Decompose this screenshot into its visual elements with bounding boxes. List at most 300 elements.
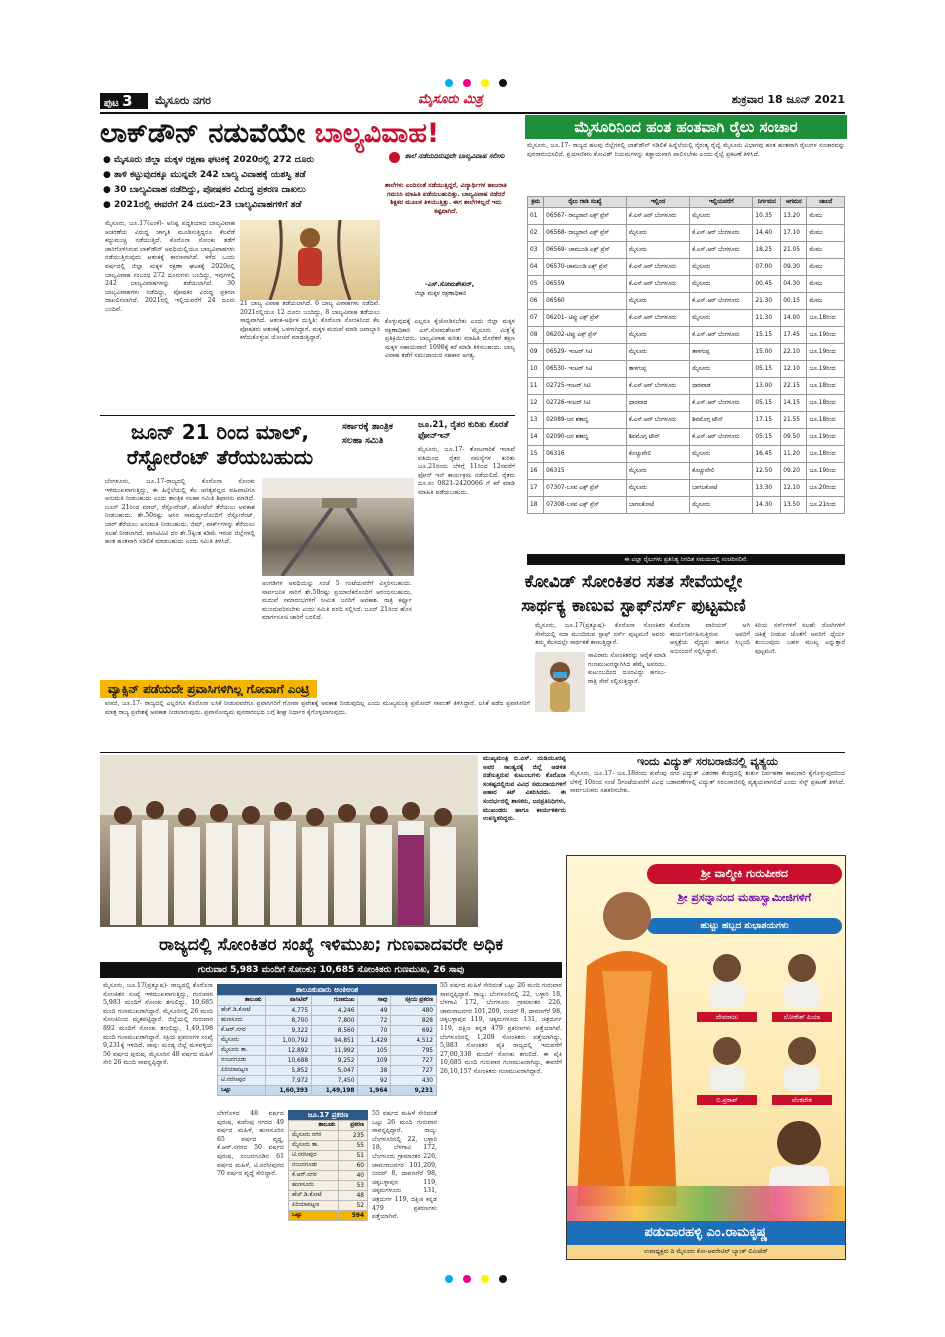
train-row-cell: 21.05 (781, 242, 807, 259)
train-row-cell: ಧಾರವಾಡ (690, 378, 753, 395)
taluk-row-cell: 692 (391, 1026, 437, 1036)
train-table-header: ಕ್ರಮ ರೈಲು ಗಾಡಿ ಸಂಖ್ಯೆ ಇಲ್ಲಿಂದ ಇಲ್ಲಿಯವರೆಗೆ ನಿರ್ಗಮನ ಆಗಮನ ಚಾಲನೆ (528, 197, 845, 208)
group-people-illustration (100, 755, 478, 927)
train-row-cell: 07307-ಬಸವ ಎಕ್ಸ್ ಪ್ರೆಸ್ (544, 480, 627, 497)
story1-headline-black: ಲಾಕ್‌ಡೌನ್ ನಡುವೆಯೇ (100, 118, 306, 149)
train-row (528, 344, 845, 361)
train-row-cell: 15.00 (753, 344, 781, 361)
june17-table-box (288, 1110, 368, 1221)
child-bride-illustration (240, 220, 380, 300)
cases-headline: ರಾಜ್ಯದಲ್ಲಿ ಸೋಂಕಿತರ ಸಂಖ್ಯೆ ಇಳಿಮುಖ; ಗುಣವಾದವರೇ ಅಧಿಕ (158, 935, 504, 955)
train-row (528, 225, 845, 242)
june17-row-cell: ಕೆ.ಆರ್.ನಗರ (289, 1171, 339, 1181)
june17-row (289, 1161, 368, 1171)
person-portrait (772, 948, 832, 1008)
train-row-cell: 14.15 (781, 395, 807, 412)
train-row-cell: ಕೆ.ಎಸ್.ಆರ್ ಬೆಂಗಳೂರು (690, 327, 753, 344)
train-row-cell: ಕೆ.ಎಸ್.ಆರ್ ಬೆಂಗಳೂರು (626, 208, 689, 225)
red-dot-icon (389, 152, 400, 163)
train-row-cell: ಮೈಸೂರು (626, 344, 689, 361)
june17-row (289, 1151, 368, 1161)
nurse-col4: ಕಿರಿಯ ನರ್ಸ್‌ಗಳಿಗೆ ಸಲಹೆ: ರೋಗಿಗಳಿಗೆ ಚಿಕಿತ್ಸೆ ನೀಡುವ ಜೊತೆಗೆ ಅವರಿಗೆ ಧೈರ್ಯ ತುಂಬುವುದು ಬಹಳ ಮುಖ್ಯ ಎನ್ನುತ್ತಾರೆ ಪುಟ್ಟಮಣಿ. (755, 622, 845, 655)
train-row-cell: ಕೊಚ್ಚುವೇಲಿ (690, 463, 753, 480)
train-row-cell: 06570-ಚಾಮುಂಡಿ ಎಕ್ಸ್ ಪ್ರೆಸ್ (544, 259, 627, 276)
train-row (528, 361, 845, 378)
train-row (528, 395, 845, 412)
train-row-cell: 00.15 (781, 293, 807, 310)
june17-table (288, 1120, 368, 1221)
june17-row-cell: 40 (339, 1171, 368, 1181)
train-row-cell: ಮೈಸೂರು (626, 480, 689, 497)
story1-col2: 21 ಬಾಲ್ಯ ವಿವಾಹ ತಡೆಯಲಾಗಿದೆ. 6 ಬಾಲ್ಯ ವಿವಾಹಗಳು ನಡೆದಿವೆ. 2021ರಲ್ಲಿಯೂ 12 ದೂರು ಬಂದಿದ್ದು, 8 ಬಾಲ್ಯವಿವಾಹ ತಡೆಯಲು ಸಾಧ್ಯವಾಗಿದೆ. ಆತಂಕ-ಅರ್ಥಿಕ ದುಸ್ಥಿತಿ: ಕೊರೊನಾ ಸೋಂಕಿನಿಂದ ಕೆಲ ಪೋಷಕರು ಆತಂಕಕ್ಕೆ ಒಳಗಾಗಿದ್ದಾರೆ. ಮಕ್ಕಳ ಮದುವೆ ಮಾಡಿ ಜವಾಬ್ದಾರಿ ಕಳೆದುಕೊಳ್ಳುವ ಯೋಚನೆ ಮಾಡುತ್ತಿದ್ದಾರೆ. (240, 300, 380, 342)
train-row-cell: ಜೂ.20ರಿಂದ (807, 480, 845, 497)
taluk-row-cell: 8,560 (312, 1026, 358, 1036)
nurse-headline-line1: ಕೋವಿಡ್ ಸೋಂಕಿತರ ಸತತ ಸೇವೆಯಲ್ಲೇ (524, 572, 743, 592)
story2-kicker: ಸರ್ಕಾರಕ್ಕೆ ತಾಂತ್ರಿಕ ಸಲಹಾ ಸಮಿತಿ (342, 422, 393, 446)
train-row-cell: 16 (528, 463, 544, 480)
june17-row (289, 1201, 368, 1211)
june17-row-cell: ಹೆಚ್.ಡಿ.ಕೋಟೆ (289, 1191, 339, 1201)
page-number-badge (100, 93, 148, 109)
bullet-item: ● ಮೈಸೂರು ಜಿಲ್ಲಾ ಮಕ್ಕಳ ರಕ್ಷಣಾ ಘಟಕಕ್ಕೆ 2020ರಲ್ಲಿ 272 ದೂರು (103, 155, 314, 165)
june17-row (289, 1171, 368, 1181)
train-row-cell: 22.15 (781, 378, 807, 395)
june17-row-cell: ಟಿ.ನರಸೀಪುರ (289, 1151, 339, 1161)
train-row-cell: 02089-ಜನ ಶತಾಬ್ದಿ (544, 412, 627, 429)
train-row-cell: 06569- ಚಾಮುಂಡಿ ಎಕ್ಸ್ ಪ್ರೆಸ್ (544, 242, 627, 259)
story1-col1: ಮೈಸೂರು, ಜೂ.17(ಎಂಕೆ)- ಅನಿಷ್ಟ ಪದ್ಧತಿಯಾದ ಬಾಲ್ಯವಿವಾಹ ಆಚರಣೆಯ ವಿರುದ್ಧ ಜಾಗೃತಿ ಮೂಡಿಸುತ್ತಿದ್ದರೂ ಕೆಲವೆಡೆ ಕದ್ದುಮುಚ್ಚಿ ನಡೆಯುತ್ತಿದೆ. ಕೊರೊನಾ ಸೋಂಕು ತಡೆಗೆ ಜಾರಿಗೊಳಿಸಿರುವ ಲಾಕ್‌ಡೌನ್ ಅವಧಿಯಲ್ಲಿಯೂ ಬಾಲ್ಯವಿವಾಹಗಳು ನಡೆಯುತ್ತಿರುವುದು ಆತಂಕಕ್ಕೆ ಕಾರಣವಾಗಿದೆ. ಕಳೆದ ಒಂದು ವರ್ಷದಲ್ಲಿ ಜಿಲ್ಲಾ ಮಕ್ಕಳ ರಕ್ಷಣಾ ಘಟಕಕ್ಕೆ 2020ರಲ್ಲಿ ಬಾಲ್ಯವಿವಾಹ ಸಂಬಂಧ 272 ದೂರುಗಳು ಬಂದಿದ್ದು, ಇವುಗಳಲ್ಲಿ 242 ಬಾಲ್ಯವಿವಾಹಗಳನ್ನು ತಡೆಯಲಾಗಿದೆ. 30 ಬಾಲ್ಯವಿವಾಹಗಳು ನಡೆದಿದ್ದು, ಪೋಷಕರ ವಿರುದ್ಧ ಪ್ರಕರಣ ದಾಖಲಿಸಲಾಗಿದೆ. 2021ರಲ್ಲಿ ಇಲ್ಲಿಯವರೆಗೆ 24 ದೂರು ಬಂದಿವೆ. (105, 220, 235, 313)
june17-row-cell: 51 (339, 1151, 368, 1161)
train-row-cell: ಕೆ.ಎಸ್.ಆರ್ ಬೆಂಗಳೂರು (626, 276, 689, 293)
train-row-cell: 00.45 (753, 276, 781, 293)
taluk-row (218, 1036, 437, 1046)
train-row (528, 276, 845, 293)
june17-row (289, 1191, 368, 1201)
ad-person-2 (772, 948, 832, 1020)
train-row-cell: 17 (528, 480, 544, 497)
train-row-cell: 17.10 (781, 225, 807, 242)
train-row-cell: ಮೆಮು (807, 259, 845, 276)
cases-col2: ಬೆಳಗೊಳದ 48 ವರ್ಷದ ಪುರುಷ, ಕುವೆಂಪು ನಗರದ 49 ವರ್ಷದ ಮಹಿಳೆ, ಹುಣಸೂರಿನ 65 ವರ್ಷದ ವೃದ್ಧ, ಕೆ.ಆರ್.ನಗರದ 50 ವರ್ಷದ ಪುರುಷ, ನಂಜನಗೂಡಿನ 61 ವರ್ಷದ ಮಹಿಳೆ, ಟಿ.ನರಸೀಪುರದ 70 ವರ್ಷದ ವೃದ್ಧೆ ಸೇರಿದ್ದಾರೆ. (217, 1110, 284, 1178)
taluk-row (218, 1016, 437, 1026)
section-name: ಮೈಸೂರು ನಗರ (155, 94, 211, 107)
train-row-cell: 06316 (544, 446, 627, 463)
train-row-cell: 11.30 (753, 310, 781, 327)
train-row (528, 429, 845, 446)
swamiji-figure (567, 876, 687, 1216)
train-row-cell: ಜೂ.18ರಿಂದ (807, 310, 845, 327)
train-row-cell: ಜೂ.19ರಿಂದ (807, 344, 845, 361)
train-row-cell: 12.10 (781, 480, 807, 497)
june17-row-cell: ಹುಣಸೂರು (289, 1181, 339, 1191)
train-row-cell: 17.15 (753, 412, 781, 429)
taluk-total-row: ಒಟ್ಟು 1,60,393 1,49,198 1,964 9,231 (218, 1086, 437, 1096)
quote-role: ಜಿಲ್ಲಾ ಮಕ್ಕಳ ರಕ್ಷಣಾಧಿಕಾರಿ (415, 290, 467, 297)
train-row-cell: ತಾಳಗುಪ್ಪ (690, 344, 753, 361)
june17-row (289, 1131, 368, 1141)
train-row-cell: 12.50 (753, 463, 781, 480)
train-row-cell: 09.20 (781, 463, 807, 480)
train-banner (525, 115, 847, 139)
taluk-row-cell: 1,00,792 (265, 1036, 311, 1046)
story1-headline-red: ಬಾಲ್ಯವಿವಾಹ! (314, 118, 440, 149)
taluk-row-cell: 727 (391, 1066, 437, 1076)
bullet-item: ● 30 ಬಾಲ್ಯವಿವಾಹ ನಡೆದಿದ್ದು, ಪೋಷಕರ ವಿರುದ್ಧ ಪ್ರಕರಣ ದಾಖಲು (103, 185, 306, 195)
train-row-cell: ಮೈಸೂರು (626, 327, 689, 344)
bullet-item: ● 2021ರಲ್ಲಿ ಈವರೆಗೆ 24 ದೂರು-23 ಬಾಲ್ಯವಿವಾಹಗಳಿಗೆ ತಡೆ (103, 200, 302, 210)
train-row-cell: ಜೂ.18ರಿಂದ (807, 395, 845, 412)
taluk-row-cell: 9,322 (265, 1026, 311, 1036)
taluk-row-cell: 38 (358, 1066, 391, 1076)
june17-row-cell: 235 (339, 1131, 368, 1141)
june17-row (289, 1141, 368, 1151)
divider (100, 752, 845, 753)
train-row-cell: 04 (528, 259, 544, 276)
train-row-cell: ಮೈಸೂರು (690, 259, 753, 276)
story2-col1: ಬೆಂಗಳೂರು, ಜೂ.17-ರಾಜ್ಯದಲ್ಲಿ ಕೊರೊನಾ ಸೋಂಕು ಇಳಿಮುಖವಾಗುತ್ತಿದ್ದು, ಈ ಹಿನ್ನೆಲೆಯಲ್ಲಿ ಕೆಲ ಅಗತ್ಯವಲ್ಲದ ವಹಿವಾಟಿಗೂ ಅನುಮತಿ ನೀಡಬಹುದು ಎಂದು ತಾಂತ್ರಿಕ ಸಲಹಾ ಸಮಿತಿ ಶಿಫಾರಸು ಮಾಡಿದೆ. ಜೂನ್ 21ರಿಂದ ಮಾಲ್, ರೆಸ್ಟೋರೆಂಟ್, ಹೋಟೆಲ್ ತೆರೆಯಲು ಅವಕಾಶ ನೀಡಬಹುದು. ಶೇ.50ರಷ್ಟು ಆಸನ ಸಾಮರ್ಥ್ಯದೊಂದಿಗೆ ರೆಸ್ಟೋರೆಂಟ್, ಬಾರ್ ತೆರೆಯಲು ಅನುಮತಿ ನೀಡಬಹುದು. ಜಿಮ್, ಪಾರ್ಕ್‌ಗಳನ್ನು ತೆರೆಯಲು ಸಲಹೆ ನೀಡಲಾಗಿದೆ. ಪಾಸಿಟಿವಿಟಿ ದರ ಶೇ.5ಕ್ಕಿಂತ ಕಡಿಮೆ ಇರುವ ಜಿಲ್ಲೆಗಳಲ್ಲಿ ಹಂತ ಹಂತವಾಗಿ ಸಡಿಲಿಕೆ ಮಾಡಬಹುದು ಎಂದು ಸಮಿತಿ ತಿಳಿಸಿದೆ. (105, 478, 255, 546)
mall-photo (262, 478, 414, 576)
june17-row-cell: 55 (339, 1141, 368, 1151)
june17-row-cell: 60 (339, 1161, 368, 1171)
train-row-cell: ಮೆಮು (807, 242, 845, 259)
masthead: ಮೈಸೂರು ಮಿತ್ರ (418, 92, 483, 107)
june17-row (289, 1181, 368, 1191)
train-row-cell: ಬಾಗಲಕೋಟೆ (690, 480, 753, 497)
page-header (100, 90, 845, 112)
person-portrait (772, 1031, 832, 1091)
train-row (528, 310, 845, 327)
train-row-cell: ಕೆ.ಎಸ್.ಆರ್ ಬೆಂಗಳೂರು (690, 242, 753, 259)
train-row-cell: 13.20 (781, 208, 807, 225)
train-row-cell: 06529- ಇಂಟರ್ ಸಿಟಿ (544, 344, 627, 361)
train-row-cell: ಮೈಸೂರು (690, 497, 753, 514)
taluk-table-title: ತಾಲೂಕುವಾರು ಅಂಕಿಅಂಶ (217, 984, 437, 995)
taluk-row-cell: ಟಿ.ನರಸೀಪುರ (218, 1076, 266, 1086)
train-row-cell: ಮೈಸೂರು (626, 225, 689, 242)
taluk-table-header: ತಾಲೂಕು ಪಾಸಿಟಿವ್ ಗುಣಮುಖ ಸಾವು ಸಕ್ರಿಯ ಪ್ರಕರಣ (218, 996, 437, 1006)
story2-headline-line2: ರೆಸ್ಟೋರೆಂಟ್ ತೆರೆಯಬಹುದು (126, 445, 314, 469)
flower-strip (567, 1186, 846, 1221)
taluk-row-cell: ಮೈಸೂರು ತಾ. (218, 1046, 266, 1056)
taluk-row-cell: 4,512 (391, 1036, 437, 1046)
train-row-cell: ಶಿವಮೊಗ್ಗ ಟೌನ್ (626, 429, 689, 446)
train-row-cell: 09.30 (781, 259, 807, 276)
taluk-row-cell: 795 (391, 1046, 437, 1056)
train-row-cell: 02726-ಇಂಟರ್ ಸಿಟಿ (544, 395, 627, 412)
taluk-row-cell: 92 (358, 1076, 391, 1086)
taluk-row-cell: 109 (358, 1056, 391, 1066)
taluk-row-cell: 4,246 (312, 1006, 358, 1016)
train-row-cell: ಮೆಮು (807, 208, 845, 225)
train-row-cell: 14.00 (781, 310, 807, 327)
taluk-row-cell: 7,972 (265, 1076, 311, 1086)
train-row-cell: 13.30 (753, 480, 781, 497)
goa-headline-text: ವ್ಯಾಕ್ಸಿನ್ ಪಡೆಯದೇ ಪ್ರವಾಸಿಗಳಿಗಿಲ್ಲ ಗೋವಾಗೆ ಎಂಟ್ರಿ (100, 680, 317, 698)
group-photo (100, 755, 478, 927)
train-row (528, 497, 845, 514)
train-row-cell: 01 (528, 208, 544, 225)
train-row-cell: 15.15 (753, 327, 781, 344)
train-row (528, 242, 845, 259)
train-row-cell: 18.25 (753, 242, 781, 259)
train-row (528, 480, 845, 497)
nurse-col2: ಸಾವಿರಾರು ಸೋಂಕಿತರನ್ನು ಆರೈಕೆ ಮಾಡಿ ಗುಣಮುಖರನ್ನಾಗಿಸಿದ ಹೆಮ್ಮೆ ಅವರದು. ಕುಟುಂಬದಿಂದ ದೂರವಿದ್ದು ಹಗಲು-ರಾತ್ರಿ ಸೇವೆ ಸಲ್ಲಿಸುತ್ತಿದ್ದಾರೆ. (588, 652, 666, 685)
taluk-row (218, 1026, 437, 1036)
power-headline: ಇಂದು ವಿದ್ಯುತ್ ಸರಬರಾಜಿನಲ್ಲಿ ವ್ಯತ್ಯಯ (636, 755, 779, 768)
taluk-row-cell: 8,700 (265, 1016, 311, 1026)
ad-person-3 (697, 1031, 757, 1103)
taluk-row-cell: 11,992 (312, 1046, 358, 1056)
train-row (528, 446, 845, 463)
june17-row-cell: ಮೈಸೂರು ತಾ. (289, 1141, 339, 1151)
taluk-row-cell: 4,775 (265, 1006, 311, 1016)
person-name: ವೆಂಕಟೇಶ (772, 1095, 832, 1105)
june17-row-cell: 53 (339, 1181, 368, 1191)
cases-strap-text: ಗುರುವಾರ 5,983 ಮಂದಿಗೆ ಸೋಂಕು; 10,685 ಸೋಂಕಿತರು ಗುಣಮುಖ, 26 ಸಾವು (197, 965, 465, 975)
train-row-cell: 05.15 (753, 395, 781, 412)
train-footnote: ಈ ಎಲ್ಲಾ ರೈಲುಗಳು ಪ್ರತಿನಿತ್ಯ ನಿಗದಿತ ಸಮಯದಲ್ಲಿ ಸಂಚರಿಸಲಿವೆ. (527, 554, 845, 565)
taluk-row-cell: 828 (391, 1016, 437, 1026)
ad-title-line1: ಶ್ರೀ ವಾಲ್ಮೀಕಿ ಗುರುಪೀಠದ (647, 864, 842, 884)
story2-headline (100, 420, 340, 470)
divider (100, 415, 515, 416)
story2-col2: ಅಂಗಡಿಗಳ ಅವಧಿಯನ್ನು ಸಂಜೆ 5 ಗಂಟೆಯವರೆಗೆ ವಿಸ್ತರಿಸಬಹುದು. ಸಾರ್ವಜನಿಕ ಸಾರಿಗೆ ಶೇ.50ರಷ್ಟು ಪ್ರಯಾಣಿಕರೊಂದಿಗೆ ಆರಂಭಿಸಬಹುದು. ಮದುವೆ ಸಮಾರಂಭಗಳಿಗೆ ಸೀಮಿತ ಜನರಿಗೆ ಅವಕಾಶ. ರಾತ್ರಿ ಕರ್ಫ್ಯೂ ಮುಂದುವರಿಸಬೇಕು ಎಂದು ಸಮಿತಿ ವರದಿ ಸಲ್ಲಿಸಿದೆ. ಜೂನ್ 21ರಿಂದ ಹೊಸ ಮಾರ್ಗಸೂಚಿ ಜಾರಿಗೆ ಬರಲಿದೆ. (262, 580, 412, 622)
train-row-cell: ಮೈಸೂರು (690, 276, 753, 293)
cases-col4: 55 ವರ್ಷದ ಮಹಿಳೆ ಸೇರಿದಂತೆ ಒಟ್ಟು 26 ಮಂದಿ ಗುರುವಾರ ಸಾವನ್ನಪ್ಪಿದ್ದಾರೆ. ರಾಜ್ಯ: ಬೆಂಗಳೂರಿನಲ್ಲಿ 22, ಬಳ್ಳಾರಿ 18, ಬೆಳಗಾವಿ 172, ಬೆಂಗಳೂರು ಗ್ರಾಮಾಂತರ 226, ಚಾಮರಾಜನಗರ 101,209, ಬೀದರ್ 8, ದಾವಣಗೆರೆ 98, ಚಿಕ್ಕಬಳ್ಳಾಪುರ 119, ಚಿಕ್ಕಮಗಳೂರು 131, ಚಿತ್ರದುರ್ಗ 119, ದಕ್ಷಿಣ ಕನ್ನಡ 479 ಪ್ರಕರಣಗಳು ಪತ್ತೆಯಾಗಿವೆ. ಬೆಂಗಳೂರಿನಲ್ಲಿ 1,209 ಸೋಂಕಿತರು ಪತ್ತೆಯಾಗಿದ್ದು, 5,983 ಸೋಂಕಿತರ ಪೈಕಿ ರಾಜ್ಯದಲ್ಲಿ ಇದುವರೆಗೆ 27,00,338 ಮಂದಿಗೆ ಸೋಂಕು ತಗುಲಿದೆ. ಈ ಪೈಕಿ 10,685 ಮಂದಿ ಗುರುವಾರ ಗುಣಮುಖರಾಗಿದ್ದು, ಈವರೆಗೆ 26,10,157 ಸೋಂಕಿತರು ಗುಣಮುಖರಾಗಿದ್ದಾರೆ. (440, 982, 562, 1075)
train-row-cell: 18 (528, 497, 544, 514)
taluk-row-cell: ಕೆ.ಆರ್.ನಗರ (218, 1026, 266, 1036)
cases-col1: ಮೈಸೂರು, ಜೂ.17(ಪ್ರತ್ಯೂಷ)- ರಾಜ್ಯದಲ್ಲಿ ಕೊರೊನಾ ಸೋಂಕಿತರ ಸಂಖ್ಯೆ ಇಳಿಮುಖವಾಗುತ್ತಿದ್ದು, ಗುರುವಾರ 5,983 ಮಂದಿಗೆ ಸೋಂಕು ತಗುಲಿದ್ದು, 10,685 ಮಂದಿ ಗುಣಮುಖರಾಗಿದ್ದಾರೆ. ಮೈಸೂರಿನಲ್ಲಿ 26 ಮಂದಿ ಸೋಂಕಿನಿಂದ ಮೃತಪಟ್ಟಿದ್ದಾರೆ. ಜಿಲ್ಲೆಯಲ್ಲಿ ಗುರುವಾರ 892 ಮಂದಿಗೆ ಸೋಂಕು ತಗುಲಿದ್ದು, 1,49,198 ಮಂದಿ ಗುಣಮುಖರಾಗಿದ್ದಾರೆ. ಸಕ್ರಿಯ ಪ್ರಕರಣಗಳ ಸಂಖ್ಯೆ 9,231ಕ್ಕೆ ಇಳಿದಿದೆ. ಸಾವು: ಮಂಡ್ಯ ಜಿಲ್ಲೆ ಮಳವಳ್ಳಿಯ 56 ವರ್ಷದ ಪುರುಷ, ಮೈಸೂರಿನ 48 ವರ್ಷದ ಮಹಿಳೆ ಸೇರಿ 26 ಮಂದಿ ಸಾವನ್ನಪ್ಪಿದ್ದಾರೆ. (103, 982, 213, 1067)
registration-marks-bottom (440, 1268, 512, 1287)
june17-row-cell: ನಂಜನಗೂಡು (289, 1161, 339, 1171)
train-row-cell: 02725-ಇಂಟರ್ ಸಿಟಿ (544, 378, 627, 395)
train-row-cell: ಶಿವಮೊಗ್ಗ ಟೌನ್ (690, 412, 753, 429)
train-row-cell: 21.30 (753, 293, 781, 310)
train-row-cell: ಕೆ.ಎಸ್.ಆರ್ ಬೆಂಗಳೂರು (690, 293, 753, 310)
train-row-cell: ಕೆ.ಎಸ್.ಆರ್ ಬೆಂಗಳೂರು (626, 412, 689, 429)
power-body: ಮೈಸೂರು, ಜೂ.17- ಜೂ.18ರಂದು ಕುವೆಂಪು ನಗರ ವಿದ್ಯುತ್ ವಿತರಣಾ ಕೇಂದ್ರದಲ್ಲಿ ತುರ್ತು ನಿರ್ವಹಣಾ ಕಾಮಗಾರಿ ಕೈಗೊಳ್ಳುವುದರಿಂದ ಬೆಳಿಗ್ಗೆ 10ರಿಂದ ಸಂಜೆ 5ಗಂಟೆಯವರೆಗೆ ವಿವಿಧ ಬಡಾವಣೆಗಳಲ್ಲಿ ವಿದ್ಯುತ್ ಸರಬರಾಜಿನಲ್ಲಿ ವ್ಯತ್ಯಯವಾಗಲಿದೆ ಎಂದು ಸೆಸ್ಕ್ ಪ್ರಕಟಣೆ ತಿಳಿಸಿದೆ. ಸಾರ್ವಜನಿಕರು ಸಹಕರಿಸಬೇಕು. (570, 770, 845, 795)
train-row-cell: ಕೆ.ಎಸ್.ಆರ್ ಬೆಂಗಳೂರು (690, 225, 753, 242)
train-row-cell: 06560 (544, 293, 627, 310)
train-row-cell: ಜೂ.19ರಿಂದ (807, 327, 845, 344)
train-row-cell: 22.10 (781, 344, 807, 361)
train-row (528, 412, 845, 429)
train-row-cell: ಮೈಸೂರು (690, 361, 753, 378)
taluk-row-cell: 7,800 (312, 1016, 358, 1026)
train-row-cell: ಜೂ.19ರಿಂದ (807, 463, 845, 480)
train-row-cell: 05 (528, 276, 544, 293)
train-row-cell: 05.15 (753, 429, 781, 446)
quote-headline: ಶಾಲೆ ನಡೆಯದಿರುವುದೇ ಬಾಲ್ಯವಿವಾಹ ಸಲೀಸು (405, 152, 505, 160)
june17-row-cell: 48 (339, 1191, 368, 1201)
child-illustration (240, 220, 380, 300)
nurse-portrait (535, 652, 585, 712)
train-row-cell: ಜೂ.21ರಿಂದ (807, 497, 845, 514)
train-row-cell: 09.50 (781, 429, 807, 446)
train-row-cell: 05.15 (753, 361, 781, 378)
train-row-cell: 09 (528, 344, 544, 361)
ad-title-line3: ಹುಟ್ಟು ಹಬ್ಬದ ಶುಭಾಶಯಗಳು (647, 918, 842, 934)
mall-escalator-illustration (262, 478, 414, 576)
person-portrait (697, 948, 757, 1008)
person-name: ಲೋಕೇಶ್ ಪಿಯಾ (772, 1012, 832, 1022)
train-row-cell: 13.00 (753, 378, 781, 395)
train-row-cell: 06201- ಟಿಪ್ಪು ಎಕ್ಸ್ ಪ್ರೆಸ್ (544, 310, 627, 327)
train-row-cell: ಮೆಮು (807, 276, 845, 293)
train-row (528, 259, 845, 276)
june17-total-row: ಒಟ್ಟು 594 (289, 1211, 368, 1221)
train-row-cell: 13.50 (781, 497, 807, 514)
page-label: ಪುಟ (104, 98, 119, 109)
train-table (527, 196, 845, 514)
train-row-cell: 06315 (544, 463, 627, 480)
train-row-cell: ಕೆ.ಎಸ್.ಆರ್ ಬೆಂಗಳೂರು (626, 310, 689, 327)
june17-row-cell: ಮೈಸೂರು ನಗರ (289, 1131, 339, 1141)
taluk-row-cell: 5,047 (312, 1066, 358, 1076)
rail-box-headline: ಜೂ.21, ರೈತರ ಕುರಿತು ಕೊರತೆ ಫೋನ್‌ಇನ್ (418, 420, 509, 441)
taluk-row-cell: 7,450 (312, 1076, 358, 1086)
train-row-cell: ಬಾಗಲಕೋಟೆ (626, 497, 689, 514)
train-row-cell: ಜೂ.19ರಿಂದ (807, 361, 845, 378)
train-row (528, 378, 845, 395)
page-number: 3 (122, 92, 133, 110)
train-row-cell: ಕೆ.ಎಸ್.ಆರ್ ಬೆಂಗಳೂರು (626, 259, 689, 276)
taluk-row-cell: 9,252 (312, 1056, 358, 1066)
train-row-cell: 06568- ರಾಜ್ಯರಾಣಿ ಎಕ್ಸ್ ಪ್ರೆಸ್ (544, 225, 627, 242)
train-row-cell: 15 (528, 446, 544, 463)
taluk-row-cell: 49 (358, 1006, 391, 1016)
train-row-cell: ಜೂ.18ರಿಂದ (807, 412, 845, 429)
taluk-table (217, 995, 437, 1096)
taluk-row-cell: 1,429 (358, 1036, 391, 1046)
taluk-row-cell: 5,852 (265, 1066, 311, 1076)
train-row-cell: ಮೆಮು (807, 225, 845, 242)
group-caption: ಮುಖ್ಯಮಂತ್ರಿ ಬಿ.ಎಸ್. ಯಡಿಯೂರಪ್ಪ ಅವರ ಸಾಂತ್ವನಕ್ಕೆ ಜಿಲ್ಲೆ ಆಡಳಿತ ನಡೆಸುತ್ತಿರುವ ಕುಟುಂಬಗಳು ಕೊರೊನಾ ಸಂಕಷ್ಟದಲ್ಲಿರುವ ವಿವಿಧ ಸಮುದಾಯಗಳಿಗೆ ಆಹಾರ ಕಿಟ್ ವಿತರಿಸಿದರು. ಈ ಸಂದರ್ಭದಲ್ಲಿ ಶಾಸಕರು, ಜನಪ್ರತಿನಿಧಿಗಳು, ಮುಖಂಡರು ಹಾಗೂ ಕಾರ್ಯಕರ್ತರು ಉಪಸ್ಥಿತರಿದ್ದರು. (483, 755, 566, 823)
taluk-row-cell: 430 (391, 1076, 437, 1086)
train-row-cell: 13 (528, 412, 544, 429)
train-row-cell: 03 (528, 242, 544, 259)
train-row-cell: 02090-ಜನ ಶತಾಬ್ದಿ (544, 429, 627, 446)
train-row-cell: 16.45 (753, 446, 781, 463)
taluk-row-cell: 727 (391, 1056, 437, 1066)
train-row-cell: ಮೈಸೂರು (690, 208, 753, 225)
train-row-cell: ಮೈಸೂರು (690, 446, 753, 463)
person-name: ಬಿ.ಪ್ರಕಾಶ್ (697, 1095, 757, 1105)
train-row-cell: 10 (528, 361, 544, 378)
taluk-row (218, 1066, 437, 1076)
story1-col3: ಕೊಳ್ಳುವುದಕ್ಕೆ ಎಲ್ಲರೂ ಕೈಜೋಡಿಸಬೇಕು ಎಂದು ಜಿಲ್ಲಾ ಮಕ್ಕಳ ರಕ್ಷಣಾಧಿಕಾರಿ ಎಸ್.ಸೋಮಶೇಖರ್ 'ಮೈಸೂರು ಮಿತ್ರ'ಕ್ಕೆ ಪ್ರತಿಕ್ರಿಯಿಸಿದರು. ಬಾಲ್ಯವಿವಾಹ ಕುರಿತು ಮಾಹಿತಿ ದೊರೆತರೆ ತಕ್ಷಣ ಮಕ್ಕಳ ಸಹಾಯವಾಣಿ 1098ಕ್ಕೆ ಕರೆ ಮಾಡಿ ತಿಳಿಸಬಹುದು. ಬಾಲ್ಯ ವಿವಾಹ ತಡೆಗೆ ಸಮುದಾಯದ ಸಹಕಾರ ಅಗತ್ಯ. (385, 318, 515, 360)
nurse-headline (420, 570, 847, 618)
train-row-cell: 06559 (544, 276, 627, 293)
ad-footer-sub: ಉಪಾಧ್ಯಕ್ಷರು ದಿ ಮೈಸೂರು ಕೋ-ಆಪರೇಟಿವ್ ಬ್ಯಾಂಕ್ ಲಿಮಿಟೆಡ್ (644, 1248, 768, 1255)
train-row-cell: 10.35 (753, 208, 781, 225)
train-row-cell: 14.30 (753, 497, 781, 514)
june17-row-cell: ಪಿರಿಯಾಪಟ್ಟಣ (289, 1201, 339, 1211)
train-row-cell: 12 (528, 395, 544, 412)
taluk-row-cell: ಹುಣಸೂರು (218, 1016, 266, 1026)
taluk-row (218, 1076, 437, 1086)
train-row-cell: 07308-ಬಸವ ಎಕ್ಸ್ ಪ್ರೆಸ್ (544, 497, 627, 514)
train-row-cell: ಕೆ.ಎಸ್.ಆರ್ ಬೆಂಗಳೂರು (626, 378, 689, 395)
cases-col3: 55 ವರ್ಷದ ಮಹಿಳೆ ಸೇರಿದಂತೆ ಒಟ್ಟು 26 ಮಂದಿ ಗುರುವಾರ ಸಾವನ್ನಪ್ಪಿದ್ದಾರೆ. ರಾಜ್ಯ: ಬೆಂಗಳೂರಿನಲ್ಲಿ 22, ಬಳ್ಳಾರಿ 18, ಬೆಳಗಾವಿ 172, ಬೆಂಗಳೂರು ಗ್ರಾಮಾಂತರ 226, ಚಾಮರಾಜನಗರ 101,209, ಬೀದರ್ 8, ದಾವಣಗೆರೆ 98, ಚಿಕ್ಕಬಳ್ಳಾಪುರ 119, ಚಿಕ್ಕಮಗಳೂರು 131, ಚಿತ್ರದುರ್ಗ 119, ದಕ್ಷಿಣ ಕನ್ನಡ 479 ಪ್ರಕರಣಗಳು ಪತ್ತೆಯಾಗಿವೆ. (372, 1110, 437, 1221)
story1-bullets (103, 153, 383, 213)
train-row-cell: ಕೆ.ಎಸ್.ಆರ್ ಬೆಂಗಳೂರು (690, 395, 753, 412)
taluk-row-cell: 10,688 (265, 1056, 311, 1066)
train-row-cell: 07 (528, 310, 544, 327)
train-row (528, 293, 845, 310)
train-row-cell: 02 (528, 225, 544, 242)
train-row-cell: ಜೂ.19ರಿಂದ (807, 429, 845, 446)
taluk-table-box (217, 984, 437, 1096)
taluk-row-cell: ಪಿರಿಯಾಪಟ್ಟಣ (218, 1066, 266, 1076)
rail-box-body: ಮೈಸೂರು, ಜೂ.17- ತೋಟಗಾರಿಕೆ ಇಲಾಖೆ ವತಿಯಿಂದ ರೈತರ ಸಮಸ್ಯೆಗಳ ಕುರಿತು ಜೂ.21ರಂದು ಬೆಳಿಗ್ಗೆ 11ರಿಂದ 12ರವರೆಗೆ ಫೋನ್ ಇನ್ ಕಾರ್ಯಕ್ರಮ ನಡೆಯಲಿದೆ. ರೈತರು ದೂ.ಸಂ 0821-2420066 ಗೆ ಕರೆ ಮಾಡಿ ಮಾಹಿತಿ ಪಡೆಯಬಹುದು. (418, 446, 515, 496)
june17-row-cell: 52 (339, 1201, 368, 1211)
nurse-col1: ಮೈಸೂರು, ಜೂ.17(ಪ್ರತ್ಯೂಷ)- ಕೊರೊನಾ ಸೋಂಕಿತರ ಸೇವೆಯಲ್ಲಿ ಸದಾ ಮುಂದಿರುವ ಸ್ಟಾಫ್ ನರ್ಸ್ ಪುಟ್ಟಮಣಿ ಅವರು ತಮ್ಮ ಕೆಲಸದಲ್ಲೇ ಸಾರ್ಥಕತೆ ಕಾಣುತ್ತಿದ್ದಾರೆ. (535, 622, 665, 647)
train-row-cell: ಧಾರವಾಡ (626, 395, 689, 412)
nurse-col3: ಕೊರೊನಾ ವಾರಿಯರ್ ಆಗಿ ಕಾರ್ಯನಿರ್ವಹಿಸುತ್ತಿರುವ ಅವರಿಗೆ ಆಸ್ಪತ್ರೆಯ ವೈದ್ಯರು ಹಾಗೂ ಸಿಬ್ಬಂದಿ ಅಭಿನಂದನೆ ಸಲ್ಲಿಸಿದ್ದಾರೆ. (670, 622, 750, 655)
taluk-row-cell: ಮೈಸೂರು (218, 1036, 266, 1046)
taluk-row-cell: ನಂಜನಗೂಡು (218, 1056, 266, 1066)
train-row-cell: ಜೂ.18ರಿಂದ (807, 446, 845, 463)
goa-headline (100, 678, 530, 696)
taluk-row (218, 1056, 437, 1066)
cases-strap (100, 962, 562, 978)
train-banner-text: ಮೈಸೂರಿನಿಂದ ಹಂತ ಹಂತವಾಗಿ ರೈಲು ಸಂಚಾರ (574, 118, 798, 136)
train-row-cell: ಮೈಸೂರು (690, 310, 753, 327)
train-row-cell: 11 (528, 378, 544, 395)
train-row-cell: ಮೆಮು (807, 293, 845, 310)
june17-table-title: ಜೂ.17 ಪ್ರಕರಣ (288, 1110, 368, 1120)
header-rule (100, 112, 845, 114)
june17-table-header: ತಾಲೂಕು ಪ್ರಕರಣ (289, 1121, 368, 1131)
quote-author: -ಎಸ್.ಸೋಮಶೇಖರ್, (425, 280, 475, 288)
issue-date: ಶುಕ್ರವಾರ 18 ಜೂನ್ 2021 (731, 93, 845, 106)
taluk-row-cell: 105 (358, 1046, 391, 1056)
goa-body: ಪಣಜಿ, ಜೂ.17- ರಾಜ್ಯದಲ್ಲಿ ಎಲ್ಲರಿಗೂ ಕೊರೊನಾ ಲಸಿಕೆ ನೀಡುವವರೆಗೂ ಪ್ರವಾಸಿಗರಿಗೆ ಗೋವಾ ಪ್ರವೇಶಕ್ಕೆ ಅವಕಾಶ ನೀಡುವುದಿಲ್ಲ ಎಂದು ಮುಖ್ಯಮಂತ್ರಿ ಪ್ರಮೋದ್ ಸಾವಂತ್ ತಿಳಿಸಿದ್ದಾರೆ. ಲಸಿಕೆ ಪಡೆದ ಪ್ರವಾಸಿಗರಿಗೆ ಮಾತ್ರ ರಾಜ್ಯ ಪ್ರವೇಶಕ್ಕೆ ಅವಕಾಶ ನೀಡಲಾಗುವುದು. ಪ್ರವಾಸೋದ್ಯಮ ಪುನರಾರಂಭದ ಬಗ್ಗೆ ಶೀಘ್ರ ನಿರ್ಧಾರ ಕೈಗೊಳ್ಳಲಾಗುವುದು. (105, 700, 530, 716)
train-row-cell: 14.40 (753, 225, 781, 242)
ad-title-line2: ಶ್ರೀ ಪ್ರಸನ್ನಾನಂದ ಮಹಾಸ್ವಾಮೀಜಿಗಳಿಗೆ (677, 891, 812, 904)
train-row-cell: ಮೈಸೂರು (626, 293, 689, 310)
taluk-row-cell: 72 (358, 1016, 391, 1026)
nurse-headline-line2: ಸಾರ್ಥಕ್ಯ ಕಾಣುವ ಸ್ಟಾಫ್‌ನರ್ಸ್ ಪುಟ್ಟಮಣಿ (521, 596, 746, 616)
birthday-ad (566, 855, 846, 1260)
train-row-cell: 06567- ರಾಜ್ಯರಾಣಿ ಎಕ್ಸ್ ಪ್ರೆಸ್ (544, 208, 627, 225)
train-row-cell: 06530- ಇಂಟರ್ ಸಿಟಿ (544, 361, 627, 378)
train-row-cell: 12.10 (781, 361, 807, 378)
train-row-cell: ಕೊಚ್ಚುವೇಲಿ (626, 446, 689, 463)
train-row (528, 327, 845, 344)
train-row-cell: ತಾಳಗುಪ್ಪ (626, 361, 689, 378)
taluk-row-cell: 94,851 (312, 1036, 358, 1046)
train-row-cell: 06202-ಟಿಪ್ಪು ಎಕ್ಸ್ ಪ್ರೆಸ್ (544, 327, 627, 344)
train-row-cell: 11.20 (781, 446, 807, 463)
train-story-body: ಮೈಸೂರು, ಜೂ.17- ರಾಜ್ಯದ ಹಲವು ಜಿಲ್ಲೆಗಳಲ್ಲಿ ಲಾಕ್‌ಡೌನ್ ಸಡಿಲಿಕೆ ಹಿನ್ನೆಲೆಯಲ್ಲಿ ನೈರುತ್ಯ ರೈಲ್ವೆ ಮೈಸೂರು ವಿಭಾಗವು ಹಂತ ಹಂತವಾಗಿ ರೈಲುಗಳ ಸಂಚಾರವನ್ನು ಪುನರಾರಂಭಿಸಲಿದೆ. ಪ್ರಯಾಣಿಕರು ಕೋವಿಡ್ ನಿಯಮಗಳನ್ನು ಕಡ್ಡಾಯವಾಗಿ ಪಾಲಿಸಬೇಕು ಎಂದು ರೈಲ್ವೆ ಪ್ರಕಟಣೆ ತಿಳಿಸಿದೆ. (527, 142, 845, 158)
train-row (528, 208, 845, 225)
taluk-row-cell: 70 (358, 1026, 391, 1036)
registration-marks-top (440, 72, 512, 91)
taluk-row (218, 1006, 437, 1016)
taluk-row (218, 1046, 437, 1056)
train-row-cell: 07.00 (753, 259, 781, 276)
quote-body: ಶಾಲೆಗಳು ಎಂದಿನಂತೆ ನಡೆಯುತ್ತಿದ್ದರೆ, ವಿದ್ಯಾರ್ಥಿಗಳ ಹಾಜರಾತಿ ಗಮನಿಸಿ ಮಾಹಿತಿ ಪಡೆಯಬಹುದಿತ್ತು. ಬಾಲ್ಯವಿವಾಹ ನಡೆದರೆ ಶಿಕ್ಷಕರ ಮೂಲಕ ತಿಳಿಯುತ್ತಿತ್ತು. ಈಗ ಶಾಲೆಗಳಿಲ್ಲದೆ ಇದು ಕಷ್ಟವಾಗಿದೆ. (385, 182, 507, 215)
train-row-cell: 21.55 (781, 412, 807, 429)
train-row-cell: 17.45 (781, 327, 807, 344)
ad-person-4 (772, 1031, 832, 1103)
train-row-cell: ಜೂ.18ರಿಂದ (807, 378, 845, 395)
train-row-cell: ಮೈಸೂರು (626, 242, 689, 259)
train-row-cell: 14 (528, 429, 544, 446)
rail-box (418, 420, 515, 570)
